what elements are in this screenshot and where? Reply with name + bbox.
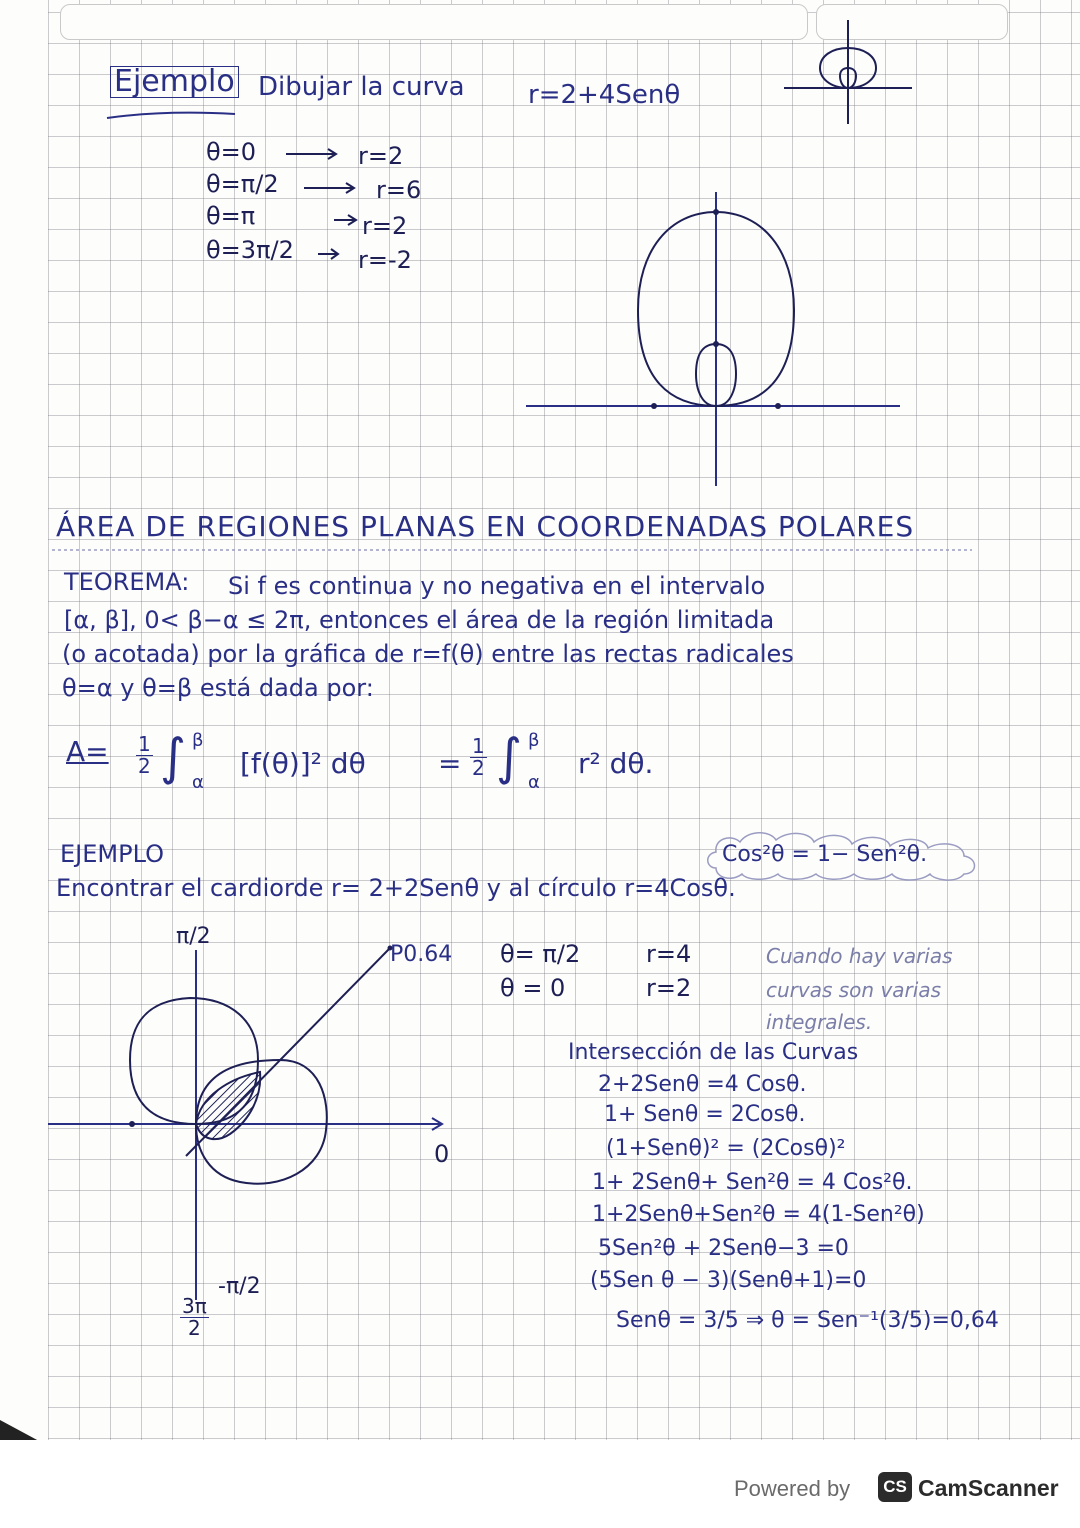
camscanner-brand: CamScanner xyxy=(918,1475,1059,1501)
theorem-label: TEOREMA: xyxy=(64,568,190,596)
step-8: Senθ = 3/5 ⇒ θ = Sen⁻¹(3/5)=0,64 xyxy=(616,1308,999,1333)
step-1: 2+2Senθ =4 Cosθ. xyxy=(598,1072,807,1097)
table-arrows xyxy=(276,146,386,266)
axis-label-top: π/2 xyxy=(176,924,211,949)
step-4: 1+ 2Senθ+ Sen²θ = 4 Cos²θ. xyxy=(592,1170,913,1195)
theorem-line-2: [α, β], 0< β−α ≤ 2π, entonces el área de la región limitada xyxy=(64,606,775,634)
powered-by-text: Powered by xyxy=(734,1476,851,1501)
formula-half-2 xyxy=(470,736,487,779)
example1-prompt: Dibujar la curva xyxy=(258,72,465,102)
value-r-2: r=2 xyxy=(646,974,692,1002)
example1-heading-underline xyxy=(105,108,305,128)
step-7: (5Sen θ − 3)(Senθ+1)=0 xyxy=(590,1268,867,1293)
example1-heading: Ejemplo xyxy=(110,66,239,98)
formula-integrand-2: r² dθ. xyxy=(578,747,654,780)
formula-upper-2: β xyxy=(528,730,540,751)
axis-label-right: 0 xyxy=(434,1140,450,1168)
formula-lhs: A= xyxy=(66,735,109,768)
formula-half-num-1: 1 xyxy=(138,732,151,756)
axis-label-bottom-left-num: 3π xyxy=(182,1294,207,1318)
table-theta-3: θ=3π/2 xyxy=(206,236,294,264)
table-theta-2: θ=π xyxy=(206,202,256,230)
table-r-2: r=2 xyxy=(362,212,408,240)
side-note-1: Cuando hay varias xyxy=(766,944,953,968)
example2-heading: EJEMPLO xyxy=(60,840,164,868)
limacon-thumbnail xyxy=(784,16,914,126)
value-theta-2: θ = 0 xyxy=(500,974,566,1002)
table-theta-1: θ=π/2 xyxy=(206,170,279,198)
side-note-2: curvas son varias xyxy=(766,978,941,1002)
formula-upper-1: β xyxy=(192,730,204,751)
intersection-title: Intersección de las Curvas xyxy=(568,1040,859,1065)
table-theta-0: θ=0 xyxy=(206,138,257,166)
section-title: ÁREA DE REGIONES PLANAS EN COORDENADAS POLARES xyxy=(56,510,915,543)
example1-equation: r=2+4Senθ xyxy=(528,80,681,110)
binding-ring-left xyxy=(60,4,808,40)
table-r-1: r=6 xyxy=(376,176,422,204)
camscanner-logo-icon: CS xyxy=(878,1472,912,1502)
integral-sign-1: ∫ xyxy=(160,728,187,786)
step-2: 1+ Senθ = 2Cosθ. xyxy=(604,1102,806,1127)
step-5: 1+2Senθ+Sen²θ = 4(1-Sen²θ) xyxy=(592,1202,925,1227)
area-formula xyxy=(66,728,706,802)
table-r-0: r=2 xyxy=(358,142,404,170)
side-note-3: integrales. xyxy=(766,1010,873,1034)
formula-half-1 xyxy=(136,734,153,777)
formula-equals: = xyxy=(438,747,462,780)
axis-label-bottom-left-den: 2 xyxy=(188,1316,201,1340)
cloud-note: Cos²θ = 1− Sen²θ. xyxy=(722,842,928,867)
example2-statement: Encontrar el cardiorde r= 2+2Senθ y al círculo r=4Cosθ. xyxy=(56,874,736,902)
theorem-line-4: θ=α y θ=β está dada por: xyxy=(62,674,374,702)
integral-sign-2: ∫ xyxy=(496,728,523,786)
axis-label-bottom-left xyxy=(180,1296,209,1339)
formula-integrand-1: [f(θ)]² dθ xyxy=(240,747,366,780)
formula-lower-1: α xyxy=(192,772,204,793)
formula-half-num-2: 1 xyxy=(472,734,485,758)
step-6: 5Sen²θ + 2Senθ−3 =0 xyxy=(598,1236,849,1261)
formula-half-den-2: 2 xyxy=(472,756,485,780)
limacon-graph xyxy=(520,190,920,490)
axis-label-bottom-right: -π/2 xyxy=(218,1274,261,1299)
section-title-underline xyxy=(52,546,992,556)
table-r-3: r=-2 xyxy=(358,246,412,274)
theorem-line-3: (o acotada) por la gráfica de r=f(θ) entre las rectas radicales xyxy=(62,640,794,668)
formula-half-den-1: 2 xyxy=(138,754,151,778)
step-3: (1+Senθ)² = (2Cosθ)² xyxy=(606,1136,846,1161)
value-r-1: r=4 xyxy=(646,940,692,968)
intersection-point-label: P0.64 xyxy=(390,942,453,967)
formula-lower-2: α xyxy=(528,772,540,793)
theorem-line-1: Si f es continua y no negativa en el intervalo xyxy=(228,572,766,600)
value-theta-1: θ= π/2 xyxy=(500,940,581,968)
